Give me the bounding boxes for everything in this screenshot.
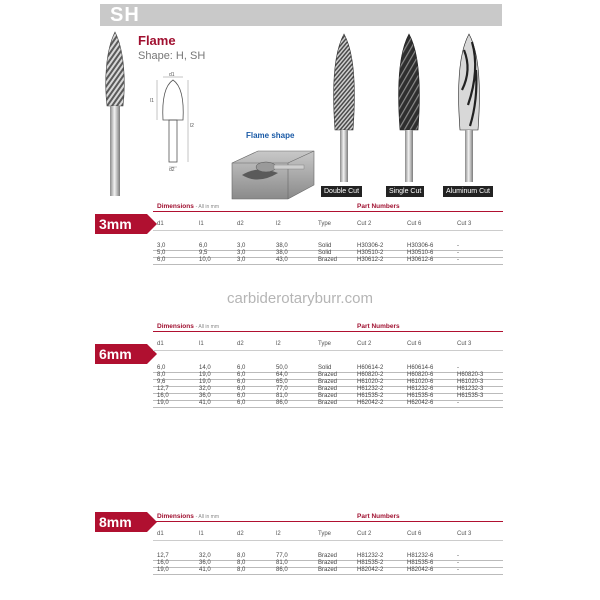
table-cell: H30612-6 (407, 257, 434, 263)
table-cell: H82042-6 (407, 567, 434, 573)
table-cell: H62042-2 (357, 400, 384, 406)
table-cell: 64,0 (276, 372, 288, 378)
table-cell: 77,0 (276, 386, 288, 392)
table-cell: Brazed (318, 257, 338, 263)
column-header: d2 (237, 341, 244, 347)
table-cell: 19,0 (199, 379, 211, 385)
table-cell: H30510-6 (407, 250, 434, 256)
column-header: Cut 3 (457, 341, 472, 347)
table-cell: H61020-2 (357, 379, 384, 385)
table-cell: Solid (318, 250, 332, 256)
table-cell: 6,0 (237, 372, 246, 378)
table-cell: - (457, 250, 459, 256)
table-cell: - (457, 553, 459, 559)
dim-l2: l2 (190, 123, 194, 129)
column-header: d2 (237, 531, 244, 537)
column-header: Cut 2 (357, 221, 372, 227)
table-cell: H62042-6 (407, 400, 434, 406)
table-cell: 16,0 (157, 560, 169, 566)
column-header: d1 (157, 221, 164, 227)
table-cell: 3,0 (237, 243, 246, 249)
table-cell: Brazed (318, 372, 338, 378)
dimensions-note: - All in mm (195, 324, 219, 330)
table-cell: H61020-6 (407, 379, 434, 385)
table-cell: 12,7 (157, 386, 169, 392)
table-cell: 6,0 (237, 365, 246, 371)
table-cell: H61535-3 (457, 393, 484, 399)
table-cell: 36,0 (199, 393, 211, 399)
burr-photo-single-cut (392, 30, 426, 185)
table-cell: 9,6 (157, 379, 166, 385)
table-cell: H82042-2 (357, 567, 384, 573)
table-cell: 14,0 (199, 365, 211, 371)
table-cell: 32,0 (199, 386, 211, 392)
table-cell: H61232-6 (407, 386, 434, 392)
label-double-cut: Double Cut (321, 186, 362, 197)
table-cell: H81232-6 (407, 553, 434, 559)
table-cell: H60614-2 (357, 365, 384, 371)
column-header: Cut 6 (407, 341, 422, 347)
table-cell: H30306-6 (407, 243, 434, 249)
table-cell: 16,0 (157, 393, 169, 399)
header-divider (153, 521, 503, 522)
table-cell: 5,0 (157, 250, 166, 256)
table-cell: 8,0 (237, 553, 246, 559)
label-aluminum-cut: Aluminum Cut (443, 186, 493, 197)
dimensions-header: Dimensions - All in mm (157, 513, 219, 520)
table-cell: - (457, 243, 459, 249)
table-cell: 86,0 (276, 567, 288, 573)
table-section-3mm (95, 202, 505, 282)
table-cell: H61232-3 (457, 386, 484, 392)
dim-l1: l1 (150, 98, 154, 104)
burr-photo-main (98, 30, 132, 200)
dimensions-header: Dimensions - All in mm (157, 323, 219, 330)
table-cell: H60820-3 (457, 372, 484, 378)
flame-shape-label: Flame shape (246, 131, 295, 140)
column-header: l2 (276, 341, 281, 347)
table-cell: H81535-6 (407, 560, 434, 566)
column-divider (153, 540, 503, 541)
table-cell: Brazed (318, 379, 338, 385)
table-cell: 19,0 (157, 400, 169, 406)
table-cell: 3,0 (237, 250, 246, 256)
table-cell: Brazed (318, 400, 338, 406)
part-numbers-header: Part Numbers (357, 323, 400, 330)
column-header: Cut 6 (407, 531, 422, 537)
technical-drawing (148, 72, 198, 172)
table-cell: 12,7 (157, 553, 169, 559)
size-tag: 6mm (95, 344, 147, 364)
product-title: Flame (138, 33, 176, 48)
table-cell: Brazed (318, 553, 338, 559)
table-cell: 65,0 (276, 379, 288, 385)
part-numbers-header: Part Numbers (357, 513, 400, 520)
table-cell: 6,0 (237, 386, 246, 392)
table-cell: 8,0 (157, 372, 166, 378)
table-cell: 3,0 (157, 243, 166, 249)
dimensions-note: - All in mm (195, 204, 219, 210)
table-cell: 38,0 (276, 243, 288, 249)
shape-line: Shape: H, SH (138, 50, 206, 62)
table-cell: H60820-2 (357, 372, 384, 378)
table-cell: H61535-6 (407, 393, 434, 399)
dim-d1: d1 (169, 72, 175, 78)
table-cell: 41,0 (199, 567, 211, 573)
table-cell: 6,0 (157, 257, 166, 263)
table-cell: Brazed (318, 393, 338, 399)
column-header: l1 (199, 221, 204, 227)
table-cell: H81232-2 (357, 553, 384, 559)
table-cell: Solid (318, 243, 332, 249)
table-cell: H30612-2 (357, 257, 384, 263)
dimensions-header: Dimensions - All in mm (157, 203, 219, 210)
column-header: l1 (199, 341, 204, 347)
watermark: carbiderotaryburr.com (227, 290, 373, 307)
table-cell: H60820-6 (407, 372, 434, 378)
table-section-6mm (95, 322, 505, 432)
column-header: d1 (157, 531, 164, 537)
table-cell: H61020-3 (457, 379, 484, 385)
column-header: Cut 3 (457, 531, 472, 537)
table-cell: 41,0 (199, 400, 211, 406)
table-cell: 86,0 (276, 400, 288, 406)
column-header: Cut 6 (407, 221, 422, 227)
size-tag: 8mm (95, 512, 147, 532)
table-cell: 36,0 (199, 560, 211, 566)
table-cell: H30306-2 (357, 243, 384, 249)
label-single-cut: Single Cut (386, 186, 424, 197)
table-cell: H60614-6 (407, 365, 434, 371)
table-cell: 10,0 (199, 257, 211, 263)
column-header: d1 (157, 341, 164, 347)
column-header: l2 (276, 221, 281, 227)
row-divider (153, 574, 503, 575)
table-cell: Solid (318, 365, 332, 371)
table-cell: 6,0 (237, 379, 246, 385)
table-cell: 32,0 (199, 553, 211, 559)
size-tag: 3mm (95, 214, 147, 234)
header-bar (100, 4, 502, 26)
table-cell: H61232-2 (357, 386, 384, 392)
table-cell: 6,0 (199, 243, 208, 249)
flame-shape-illustration (228, 145, 318, 203)
column-header: l2 (276, 531, 281, 537)
part-numbers-header: Part Numbers (357, 203, 400, 210)
table-cell: 6,0 (237, 400, 246, 406)
table-cell: 8,0 (237, 560, 246, 566)
table-cell: H30510-2 (357, 250, 384, 256)
table-cell: - (457, 400, 459, 406)
row-divider (153, 407, 503, 408)
table-cell: 43,0 (276, 257, 288, 263)
table-cell: 3,0 (237, 257, 246, 263)
column-divider (153, 350, 503, 351)
header-divider (153, 331, 503, 332)
product-code: SH (110, 4, 140, 26)
table-cell: Brazed (318, 386, 338, 392)
table-cell: - (457, 567, 459, 573)
header-divider (153, 211, 503, 212)
column-header: Cut 2 (357, 531, 372, 537)
dim-d2: d2 (169, 167, 175, 172)
table-cell: H81535-2 (357, 560, 384, 566)
table-cell: 19,0 (199, 372, 211, 378)
table-cell: 19,0 (157, 567, 169, 573)
row-divider (153, 264, 503, 265)
table-cell: 9,5 (199, 250, 208, 256)
column-header: Type (318, 221, 332, 227)
column-header: Type (318, 341, 332, 347)
column-divider (153, 230, 503, 231)
table-cell: - (457, 365, 459, 371)
table-cell: 81,0 (276, 393, 288, 399)
table-cell: 50,0 (276, 365, 288, 371)
table-cell: Brazed (318, 567, 338, 573)
table-cell: 77,0 (276, 553, 288, 559)
column-header: Cut 2 (357, 341, 372, 347)
table-cell: 81,0 (276, 560, 288, 566)
table-cell: 38,0 (276, 250, 288, 256)
table-cell: 6,0 (237, 393, 246, 399)
table-cell: 6,0 (157, 365, 166, 371)
column-header: d2 (237, 221, 244, 227)
table-cell: Brazed (318, 560, 338, 566)
burr-photo-aluminum-cut (452, 30, 486, 185)
column-header: Cut 3 (457, 221, 472, 227)
column-header: Type (318, 531, 332, 537)
column-header: l1 (199, 531, 204, 537)
dimensions-note: - All in mm (195, 514, 219, 520)
table-cell: - (457, 560, 459, 566)
table-cell: - (457, 257, 459, 263)
burr-photo-double-cut (327, 30, 361, 185)
table-cell: 8,0 (237, 567, 246, 573)
table-cell: H61535-2 (357, 393, 384, 399)
table-section-8mm (95, 512, 505, 592)
